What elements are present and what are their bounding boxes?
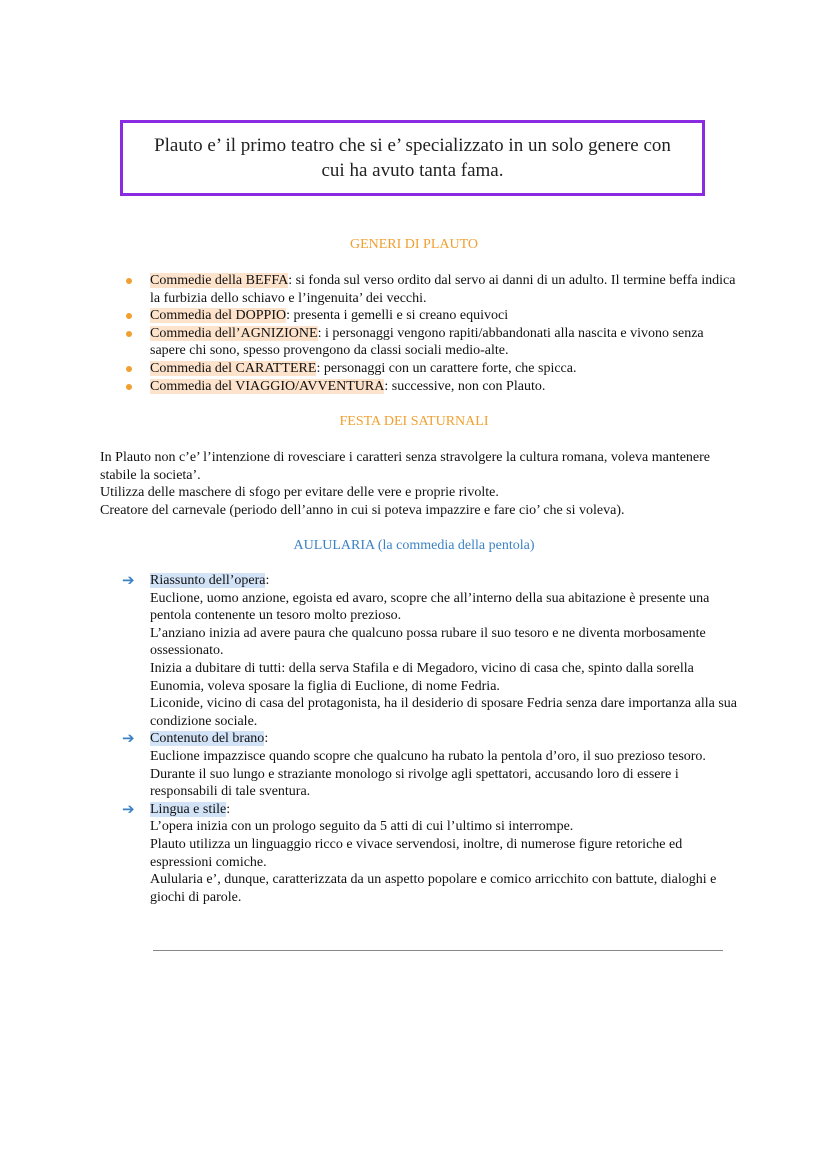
saturnali-paragraph [100, 449, 740, 519]
heading-aulularia: AULULARIA (la commedia della pentola) [293, 538, 535, 553]
generi-list [122, 272, 742, 395]
saturnali-p2: Utilizza delle maschere di sfogo per evitare delle vere e proprie rivolte. [100, 485, 499, 501]
riassunto-p4: Liconide, vicino di casa del protagonista, ha il desiderio di sposare Fedria senza dare importanza alla sua condizione sociale. [150, 696, 738, 729]
right-arrow-icon: ➔ [122, 571, 135, 589]
lingua-p1: L’opera inizia con un prologo seguito da 5 atti di cui l’ultimo si interrompe. [150, 819, 574, 835]
genre-label: Commedia del CARATTERE [150, 360, 317, 376]
genre-label: Commedia del DOPPIO [150, 308, 287, 324]
section-label: Contenuto del brano [150, 731, 265, 747]
section-lingua: ➔ Lingua e stile: L’opera inizia con un prologo seguito da 5 atti di cui l’ultimo si interrompe. Plauto utilizza un linguaggio ricco e vivace servendosi, inoltre, di numerose figure retoriche ed espressioni comiche. Aulularia e’, dunque, caratterizzata da un aspetto popolare e comico arricchito con battute, dialoghi e giochi di parole. [122, 801, 742, 907]
saturnali-p1: In Plauto non c’e’ l’intenzione di rovesciare i caratteri senza stravolgere la cultura romana, voleva mantenere stabile la societa’. [100, 450, 711, 483]
bullet-dot-icon [126, 366, 132, 372]
genre-text: : presenta i gemelli e si creano equivoci [286, 308, 509, 324]
list-item [122, 360, 742, 378]
section-label: Riassunto dell’opera [150, 573, 266, 588]
title-line-1: Plauto e’ il primo teatro che si e’ specializzato in un solo genere con [154, 135, 671, 156]
genre-text: : i personaggi vengono rapiti/abbandonati alla nascita e vivono senza sapere chi sono, spesso provengono da classi sociali medio-alte. [150, 325, 704, 359]
bullet-dot-icon [126, 331, 132, 337]
riassunto-p1: Euclione, uomo anzione, egoista ed avaro, scopre che all’interno della sua abitazione è presente una pentola contenente un tesoro molto prezioso. [150, 590, 710, 624]
genre-text: : successive, non con Plauto. [384, 378, 546, 394]
section-label: Lingua e stile [150, 801, 227, 817]
genre-label: Commedia dell’AGNIZIONE [150, 325, 318, 341]
contenuto-p2: Durante il suo lungo e straziante monologo si rivolge agli spettatori, accusando loro di essere i responsabili di tale sventura. [150, 766, 679, 800]
genre-text: : personaggi con un carattere forte, che spicca. [316, 360, 577, 376]
heading-saturnali: FESTA DEI SATURNALI [339, 414, 489, 429]
heading-generi: GENERI DI PLAUTO [349, 237, 479, 252]
bullet-dot-icon [126, 313, 132, 319]
genre-text: : si fonda sul verso ordito dal servo ai danni di un adulto. Il termine beffa indica la furbizia dello schiavo e l’ingenuita’ dei vecchi. [150, 273, 736, 306]
riassunto-p3: Inizia a dubitare di tutti: della serva Stafila e di Megadoro, vicino di casa che, spinto dalla sorella Eunomia, voleva sposare la figlia di Euclione, di nome Fedria. [150, 660, 694, 694]
lingua-p2: Plauto utilizza un linguaggio ricco e vivace servendosi, inoltre, di numerose figure retoriche ed espressioni comiche. [150, 836, 683, 870]
horizontal-divider [153, 950, 723, 951]
riassunto-p2: L’anziano inizia ad avere paura che qualcuno possa rubare il suo tesoro e ne diventa morbosamente ossessionato. [150, 625, 706, 659]
list-item [122, 307, 742, 325]
right-arrow-icon: ➔ [122, 799, 135, 818]
bullet-dot-icon [126, 278, 132, 284]
right-arrow-icon: ➔ [122, 729, 135, 748]
saturnali-p3: Creatore del carnevale (periodo dell’anno in cui si poteva impazzire e fare cio’ che si voleva). [100, 502, 625, 518]
bullet-dot-icon [126, 384, 132, 390]
title-box [120, 120, 705, 196]
section-contenuto: ➔ Contenuto del brano: Euclione impazzisce quando scopre che qualcuno ha rubato la pentola d’oro, il suo prezioso tesoro. Durante il suo lungo e straziante monologo si rivolge agli spettatori, accusando loro di essere i responsabili di tale sventura. [122, 730, 742, 800]
aulularia-sections [122, 572, 742, 906]
lingua-p3: Aulularia e’, dunque, caratterizzata da un aspetto popolare e comico arricchito con battute, dialoghi e giochi di parole. [150, 872, 717, 905]
contenuto-p1: Euclione impazzisce quando scopre che qualcuno ha rubato la pentola d’oro, il suo prezioso tesoro. [150, 748, 706, 764]
list-item [122, 272, 742, 307]
list-item [122, 325, 742, 360]
list-item [122, 378, 742, 396]
genre-label: Commedie della BEFFA [150, 273, 289, 288]
section-riassunto: ➔ Riassunto dell’opera: Euclione, uomo anzione, egoista ed avaro, scopre che all’interno della sua abitazione è presente una pentola contenente un tesoro molto prezioso. L’anziano inizia ad avere paura che qualcuno possa rubare il suo tesoro e ne diventa morbosamente ossessionato. Inizia a dubitare di tutti: della serva Stafila e di Megadoro, vicino di casa che, spinto dalla sorella Eunomia, voleva sposare la figlia di Euclione, di nome Fedria. Liconide, vicino di casa del protagonista, ha il desiderio di sposare Fedria senza dare importanza alla sua condizione sociale. [122, 572, 742, 730]
genre-label: Commedia del VIAGGIO/AVVENTURA [150, 378, 385, 394]
title-line-2: cui ha avuto tanta fama. [321, 160, 504, 181]
